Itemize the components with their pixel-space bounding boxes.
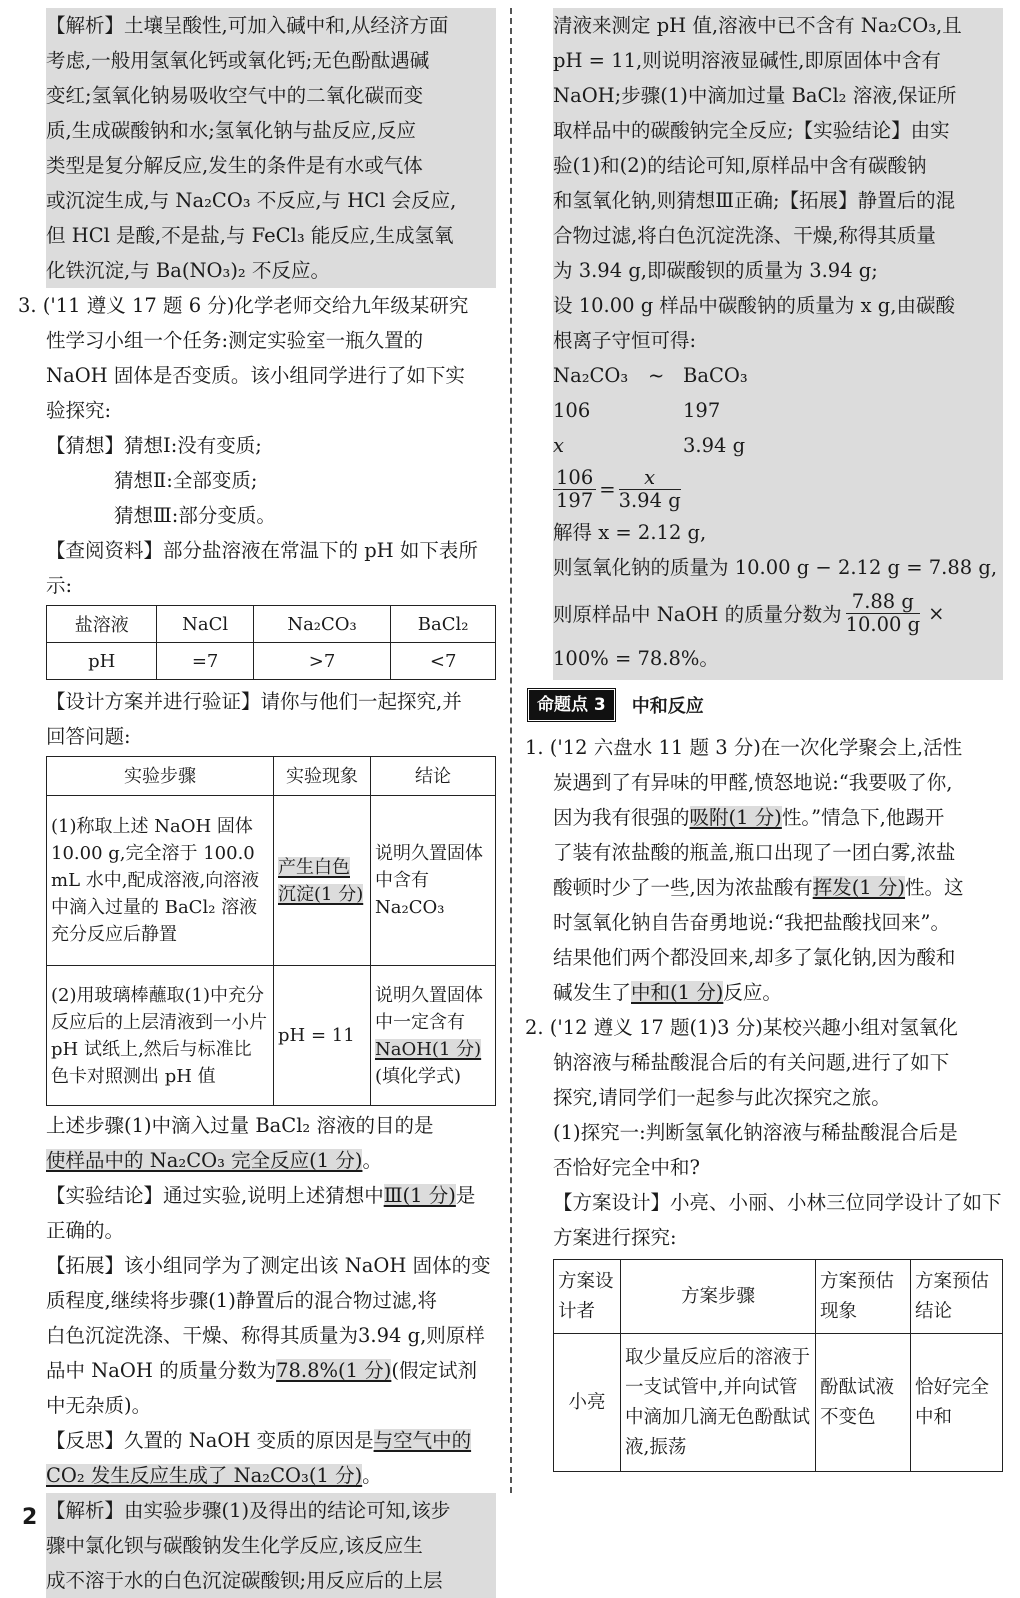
exp-conclusion-1: 说明久置固体中含有 Na₂CO₃ bbox=[371, 796, 496, 966]
extension-line: 白色沉淀洗涤、干燥、称得其质量为3.94 g,则原样 bbox=[46, 1324, 485, 1347]
q1-text: 碱发生了 bbox=[553, 981, 632, 1004]
times: × bbox=[928, 601, 945, 625]
q2-sub-line: 方案进行探究: bbox=[553, 1226, 677, 1249]
reflect-line bbox=[46, 1458, 496, 1493]
analysis-line: 为 3.94 g,即碳酸钡的质量为 3.94 g; bbox=[553, 259, 878, 282]
analysis-line: 考虑,一般用氢氧化钙或氧化钙;无色酚酞遇碱 bbox=[46, 49, 430, 72]
exp-conclusion-2c: (填化学式) bbox=[375, 1065, 462, 1087]
equals: = bbox=[599, 477, 616, 501]
column-divider bbox=[510, 8, 512, 1493]
q1-answer: 中和(1 分) bbox=[631, 981, 724, 1004]
punct: 。 bbox=[362, 1149, 382, 1172]
conclusion-text: 【实验结论】通过实验,说明上述猜想中 bbox=[46, 1184, 384, 1207]
analysis-line: 或沉淀生成,与 Na₂CO₃ 不反应,与 HCl 会反应, bbox=[46, 189, 457, 212]
q2-sub-line: (1)探究一:判断氢氧化钠溶液与稀盐酸混合后是 bbox=[553, 1121, 958, 1144]
analysis-line: 变红;氢氧化钠易吸收空气中的二氧化碳而变 bbox=[46, 84, 424, 107]
q1-answer: 挥发(1 分) bbox=[812, 876, 906, 899]
exp-phenomenon-1: 产生白色沉淀(1 分) bbox=[278, 856, 364, 905]
page-number: 2 bbox=[22, 1505, 38, 1530]
analysis-block-1 bbox=[46, 8, 496, 288]
design-line: 【设计方案并进行验证】请你与他们一起探究,并 bbox=[46, 690, 462, 713]
salt-header: 盐溶液 bbox=[47, 606, 157, 643]
exp-header: 结论 bbox=[371, 757, 496, 796]
q2-line: 探究,请同学们一起参与此次探究之旅。 bbox=[553, 1086, 891, 1109]
exp-header: 实验现象 bbox=[274, 757, 371, 796]
analysis-line: 【解析】由实验步骤(1)及得出的结论可知,该步 bbox=[46, 1499, 451, 1522]
calc-row bbox=[553, 358, 1003, 393]
purpose-line bbox=[46, 1143, 496, 1178]
q1-line: 了装有浓盐酸的瓶盖,瓶口出现了一团白雾,浓盐 bbox=[553, 841, 956, 864]
analysis-line: 清液来测定 pH 值,溶液中已不含有 Na₂CO₃,且 bbox=[553, 14, 962, 37]
q1-line: 时氢氧化钠自告奋勇地说:“我把盐酸找回来”。 bbox=[553, 911, 951, 934]
fraction bbox=[846, 591, 921, 636]
reflect-text: 【反思】久置的 NaOH 变质的原因是 bbox=[46, 1429, 374, 1452]
lookup-line: 示: bbox=[46, 574, 73, 597]
purpose-line: 上述步骤(1)中滴入过量 BaCl₂ 溶液的目的是 bbox=[46, 1114, 434, 1137]
q1-line: 结果他们两个都没回来,却多了氯化钠,因为酸和 bbox=[553, 946, 956, 969]
q2-sub-line: 否恰好完全中和? bbox=[553, 1156, 700, 1179]
calc-row bbox=[553, 393, 1003, 428]
plan-header: 方案步骤 bbox=[621, 1260, 816, 1334]
q1-line bbox=[553, 800, 1003, 835]
experiment-table bbox=[46, 756, 496, 1106]
calc-cell: ~ bbox=[648, 364, 665, 387]
frac-den: 10.00 g bbox=[845, 612, 921, 636]
salt-cell: =7 bbox=[157, 643, 253, 680]
guess-line: 猜想Ⅲ:部分变质。 bbox=[114, 504, 276, 527]
guess-line: 【猜想】猜想Ⅰ:没有变质; bbox=[46, 434, 262, 457]
exp-step-1: (1)称取上述 NaOH 固体 10.00 g,完全溶于 100.0 mL 水中,配成溶液,向溶液中滴入过量的 BaCl₂ 溶液充分反应后静置 bbox=[47, 796, 274, 966]
analysis-line: 质,生成碳酸钠和水;氢氧化钠与盐反应,反应 bbox=[46, 119, 416, 142]
calc-cell: Na₂CO₃ bbox=[553, 364, 629, 387]
q2-line: 钠溶液与稀盐酸混合后的有关问题,进行了如下 bbox=[553, 1051, 950, 1074]
calc-line: 则氢氧化钠的质量为 10.00 g − 2.12 g = 7.88 g, bbox=[553, 556, 998, 579]
reflect-answer: 与空气中的 bbox=[373, 1429, 472, 1452]
plan-cell: 酚酞试液不变色 bbox=[816, 1334, 911, 1472]
calc-line: 100% = 78.8%。 bbox=[553, 647, 719, 670]
calc-fraction-row bbox=[553, 585, 1003, 641]
analysis-line: 设 10.00 g 样品中碳酸钠的质量为 x g,由碳酸 bbox=[553, 294, 955, 317]
q2-sub-line: 【方案设计】小亮、小丽、小林三位同学设计了如下 bbox=[553, 1191, 1002, 1214]
q1-line: 炭遇到了有异味的甲醛,愤怒地说:“我要吸了你, bbox=[553, 771, 953, 794]
plan-cell: 取少量反应后的溶液于一支试管中,并向试管中滴加几滴无色酚酞试液,振荡 bbox=[621, 1334, 816, 1472]
salt-header: BaCl₂ bbox=[391, 606, 496, 643]
calc-text: 则原样品中 NaOH 的质量分数为 bbox=[553, 603, 842, 626]
analysis-line: 类型是复分解反应,发生的条件是有水或气体 bbox=[46, 154, 423, 177]
design-line: 回答问题: bbox=[46, 725, 131, 748]
q1-answer: 吸附(1 分) bbox=[689, 806, 782, 829]
section-title: 中和反应 bbox=[631, 696, 704, 717]
fraction bbox=[619, 467, 681, 512]
salt-header: Na₂CO₃ bbox=[253, 606, 390, 643]
analysis-line: 取样品中的碳酸钠完全反应;【实验结论】由实 bbox=[553, 119, 950, 142]
calc-cell: BaCO₃ bbox=[683, 364, 748, 387]
punct: 。 bbox=[362, 1464, 382, 1487]
analysis-line: pH = 11,则说明溶液显碱性,即原固体中含有 bbox=[553, 49, 941, 72]
calc-line: 解得 x = 2.12 g, bbox=[553, 521, 707, 544]
calc-cell: x bbox=[553, 434, 564, 457]
plan-table bbox=[553, 1259, 1003, 1472]
salt-ph-table bbox=[46, 605, 496, 680]
conclusion-line: 正确的。 bbox=[46, 1219, 125, 1242]
analysis-line: NaOH;步骤(1)中滴加过量 BaCl₂ 溶液,保证所 bbox=[553, 84, 957, 107]
salt-header: NaCl bbox=[157, 606, 253, 643]
plan-header: 方案预估现象 bbox=[816, 1260, 911, 1334]
q3-line: 3. ('11 遵义 17 题 6 分)化学老师交给九年级某研究 bbox=[18, 294, 469, 317]
salt-cell: <7 bbox=[391, 643, 496, 680]
q2-line: 2. ('12 遵义 17 题(1)3 分)某校兴趣小组对氢氧化 bbox=[525, 1016, 958, 1039]
purpose-answer: 使样品中的 Na₂CO₃ 完全反应(1 分) bbox=[46, 1149, 363, 1172]
q1-text: 反应。 bbox=[723, 981, 782, 1004]
question-3 bbox=[18, 288, 496, 323]
exp-header: 实验步骤 bbox=[47, 757, 274, 796]
extension-line bbox=[46, 1353, 496, 1388]
left-column bbox=[18, 8, 496, 1598]
q1-line bbox=[553, 870, 1003, 905]
q1-text: 性。这 bbox=[905, 876, 964, 899]
q1-line: 1. ('12 六盘水 11 题 3 分)在一次化学聚会上,活性 bbox=[525, 736, 963, 759]
plan-header: 方案预估结论 bbox=[911, 1260, 1003, 1334]
extension-text: 品中 NaOH 的质量分数为 bbox=[46, 1359, 277, 1382]
guess-line: 猜想Ⅱ:全部变质; bbox=[114, 469, 258, 492]
q3-line: 性学习小组一个任务:测定实验室一瓶久置的 bbox=[46, 329, 424, 352]
exp-conclusion-2a: 说明久置固体中一定含有 bbox=[375, 984, 483, 1033]
frac-num: x bbox=[619, 467, 681, 490]
analysis-line: 根离子守恒可得: bbox=[553, 329, 697, 352]
reflect-line bbox=[46, 1423, 496, 1458]
frac-den: 3.94 g bbox=[618, 488, 681, 512]
reflect-answer: CO₂ 发生反应生成了 Na₂CO₃(1 分) bbox=[46, 1464, 363, 1487]
exp-step-2: (2)用玻璃棒蘸取(1)中充分反应后的上层清液到一小片 pH 试纸上,然后与标准比色卡对照测出 pH 值 bbox=[47, 966, 274, 1106]
q1-line bbox=[553, 975, 1003, 1010]
calc-fraction-row bbox=[553, 463, 1003, 515]
lookup-line: 【查阅资料】部分盐溶液在常温下的 pH 如下表所 bbox=[46, 539, 478, 562]
analysis-line: 骤中氯化钡与碳酸钠发生化学反应,该反应生 bbox=[46, 1534, 423, 1557]
extension-text: (假定试剂 bbox=[391, 1359, 477, 1382]
calc-cell: 3.94 g bbox=[683, 434, 746, 457]
analysis-block-cont bbox=[553, 8, 1003, 680]
analysis-line: 和氢氧化钠,则猜想Ⅲ正确;【拓展】静置后的混 bbox=[553, 189, 956, 212]
q3-line: NaOH 固体是否变质。该小组同学进行了如下实 bbox=[46, 364, 465, 387]
calc-row bbox=[553, 428, 1003, 463]
right-column bbox=[525, 8, 1003, 1472]
plan-cell: 恰好完全中和 bbox=[911, 1334, 1003, 1472]
analysis-line: 化铁沉淀,与 Ba(NO₃)₂ 不反应。 bbox=[46, 259, 330, 282]
analysis-line: 但 HCl 是酸,不是盐,与 FeCl₃ 能反应,生成氢氧 bbox=[46, 224, 454, 247]
section-header bbox=[529, 680, 1003, 730]
extension-line: 质程度,继续将步骤(1)静置后的混合物过滤,将 bbox=[46, 1289, 438, 1312]
q1-text: 性。”情急下,他踢开 bbox=[781, 806, 945, 829]
analysis-line: 合物过滤,将白色沉淀洗涤、干燥,称得其质量 bbox=[553, 224, 936, 247]
calc-cell: 106 bbox=[553, 399, 591, 422]
salt-cell: >7 bbox=[253, 643, 390, 680]
frac-num: 106 bbox=[553, 467, 596, 490]
conclusion-answer: Ⅲ(1 分) bbox=[383, 1184, 456, 1207]
analysis-line: 验(1)和(2)的结论可知,原样品中含有碳酸钠 bbox=[553, 154, 927, 177]
q1-text: 酸顿时少了一些,因为浓盐酸有 bbox=[553, 876, 813, 899]
extension-line: 中无杂质)。 bbox=[46, 1394, 152, 1417]
analysis-line: 【解析】土壤呈酸性,可加入碱中和,从经济方面 bbox=[46, 14, 449, 37]
calc-cell: 197 bbox=[683, 399, 721, 422]
analysis-line: 成不溶于水的白色沉淀碳酸钡;用反应后的上层 bbox=[46, 1569, 443, 1592]
q3-line: 验探究: bbox=[46, 399, 112, 422]
extension-line: 【拓展】该小组同学为了测定出该 NaOH 固体的变 bbox=[46, 1254, 491, 1277]
frac-num: 7.88 g bbox=[846, 591, 921, 614]
conclusion-text: 是 bbox=[455, 1184, 476, 1207]
exp-conclusion-2b: NaOH(1 分) bbox=[375, 1038, 482, 1060]
exp-conclusion-2 bbox=[371, 966, 496, 1106]
q1-text: 因为我有很强的 bbox=[553, 806, 690, 829]
analysis-block-2 bbox=[46, 1493, 496, 1598]
plan-cell: 小亮 bbox=[554, 1334, 621, 1472]
conclusion-line bbox=[46, 1178, 496, 1213]
frac-den: 197 bbox=[556, 488, 594, 512]
exp-phenomenon-2: pH = 11 bbox=[274, 966, 371, 1106]
plan-header: 方案设计者 bbox=[554, 1260, 621, 1334]
extension-answer: 78.8%(1 分) bbox=[276, 1359, 392, 1382]
salt-cell: pH bbox=[47, 643, 157, 680]
fraction bbox=[553, 467, 596, 512]
section-tag: 命题点 3 bbox=[529, 690, 614, 720]
